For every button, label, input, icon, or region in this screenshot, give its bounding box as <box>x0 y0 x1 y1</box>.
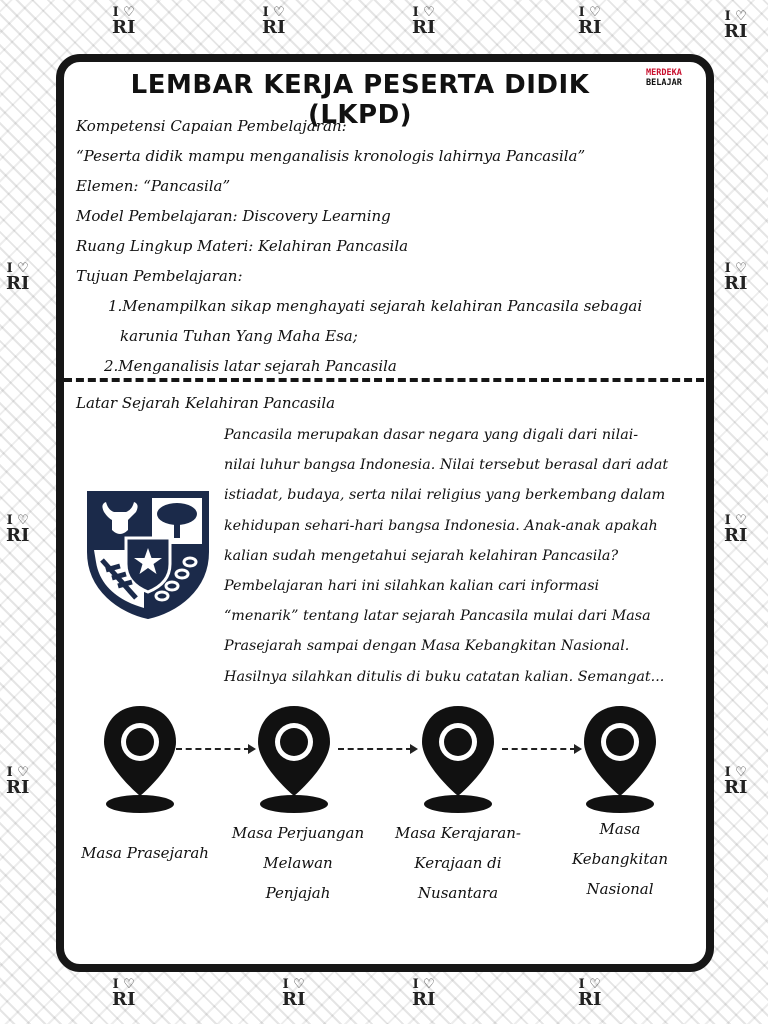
doodle-ri-right-4: I ♡ RI <box>724 765 748 798</box>
page-title: LEMBAR KERJA PESERTA DIDIK (LKPD) <box>130 70 590 130</box>
doodle-ri-top-2: I ♡ RI <box>262 5 286 38</box>
learning-info <box>76 111 696 381</box>
pancasila-shield-icon <box>86 490 210 620</box>
doodle-ri-top-3: I ♡ RI <box>412 5 436 38</box>
objective-1-continued: karunia Tuhan Yang Maha Esa; <box>120 327 358 345</box>
doodle-ri-top-4: I ♡ RI <box>578 5 602 38</box>
doodle-ri-left-3: I ♡ RI <box>6 765 30 798</box>
timeline-arrow <box>176 748 250 752</box>
timeline-label-kebangkitan: Masa Kebangkitan Nasional <box>571 820 668 898</box>
location-pin-icon <box>580 704 660 814</box>
objectives-label: Tujuan Pembelajaran: <box>76 267 243 285</box>
background-paragraph <box>224 420 702 692</box>
timeline-label-perjuangan: Masa Perjuangan Melawan Penjajah <box>231 824 365 902</box>
doodle-ri-right-3: I ♡ RI <box>724 513 748 546</box>
objective-1: 1.Menampilkan sikap menghayati sejarah kelahiran Pancasila sebagai <box>108 297 643 315</box>
doodle-ri-left-2: I ♡ RI <box>6 513 30 546</box>
doodle-ri-bottom-1: I ♡ RI <box>112 977 136 1010</box>
doodle-ri-top-1: I ♡ RI <box>112 5 136 38</box>
doodle-ri-right-2: I ♡ RI <box>724 261 748 294</box>
paragraph-line: Pancasila merupakan dasar negara yang digali dari nilai- <box>224 427 639 443</box>
doodle-ri-bottom-4: I ♡ RI <box>578 977 602 1010</box>
location-pin-icon <box>418 704 498 814</box>
paragraph-line: Hasilnya silahkan ditulis di buku catatan kalian. Semangat... <box>224 668 665 685</box>
timeline-label-prasejarah: Masa Prasejarah <box>81 844 209 862</box>
timeline-arrow <box>502 748 576 752</box>
scope-line: Ruang Lingkup Materi: Kelahiran Pancasila <box>76 237 409 255</box>
logo-line-2: BELAJAR <box>646 78 682 88</box>
paragraph-line: Pembelajaran hari ini silahkan kalian cari informasi <box>224 577 600 594</box>
location-pin-icon <box>254 704 334 814</box>
element-line: Elemen: “Pancasila” <box>76 177 231 195</box>
competency-text: “Peserta didik mampu menganalisis kronologis lahirnya Pancasila” <box>76 147 586 165</box>
competency-label: Kompetensi Capaian Pembelajaran: <box>76 117 347 135</box>
timeline-arrow <box>338 748 412 752</box>
dashed-divider <box>64 378 704 382</box>
paragraph-line: “menarik” tentang latar sejarah Pancasila mulai dari Masa <box>224 608 651 625</box>
paragraph-line: istiadat, budaya, serta nilai religius yang berkembang dalam <box>224 487 666 504</box>
paragraph-line: kalian sudah mengetahui sejarah kelahiran Pancasila? <box>224 547 619 564</box>
doodle-ri-left-1: I ♡ RI <box>6 261 30 294</box>
paragraph-line: kehidupan sehari-hari bangsa Indonesia. Anak-anak apakah <box>224 517 658 534</box>
logo-line-1: MERDEKA <box>646 68 682 78</box>
location-pin-icon <box>100 704 180 814</box>
paragraph-line: nilai luhur bangsa Indonesia. Nilai tersebut berasal dari adat <box>224 457 669 474</box>
doodle-ri-bottom-2: I ♡ RI <box>282 977 306 1010</box>
doodle-ri-bottom-3: I ♡ RI <box>412 977 436 1010</box>
doodle-ri-right-1: I ♡ RI <box>724 9 748 42</box>
merdeka-belajar-logo <box>646 68 682 88</box>
paragraph-line: Prasejarah sampai dengan Masa Kebangkitan Nasional. <box>224 638 630 655</box>
timeline-label-kerajaan: Masa Kerajaran- Kerajaan di Nusantara <box>395 824 521 902</box>
model-line: Model Pembelajaran: Discovery Learning <box>76 207 391 225</box>
objective-2: 2.Menganalisis latar sejarah Pancasila <box>104 357 397 375</box>
section-title: Latar Sejarah Kelahiran Pancasila <box>76 394 336 412</box>
